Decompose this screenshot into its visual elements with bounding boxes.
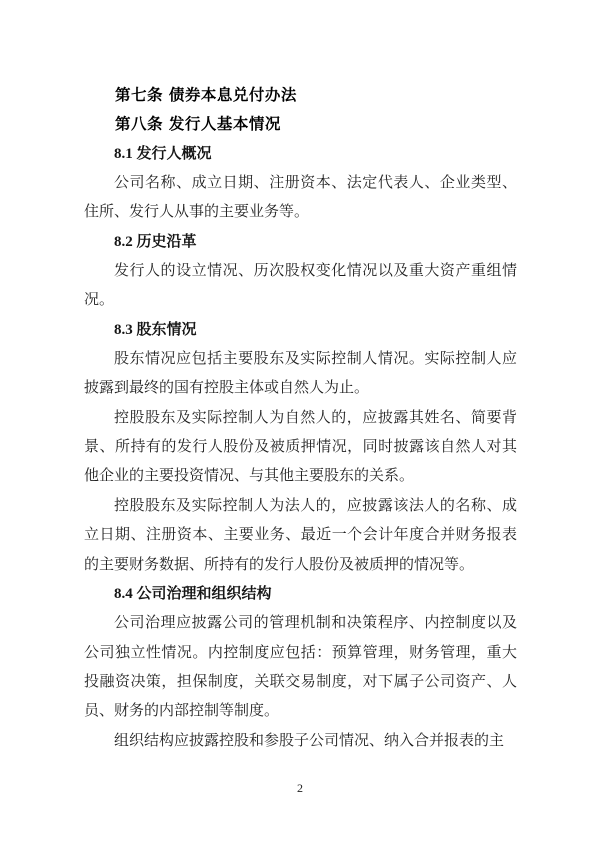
section-heading-8-4: 8.4 公司治理和组织结构 (114, 585, 272, 602)
paragraph-8-4-b: 组织结构应披露控股和参股子公司情况、纳入合并报表的主 (114, 732, 505, 749)
paragraph-8-2: 发行人的设立情况、历次股权变化情况以及重大资产重组情况。 (84, 263, 517, 309)
article-heading-7: 第七条 债券本息兑付办法 (115, 86, 297, 104)
paragraph-8-1: 公司名称、成立日期、注册资本、法定代表人、企业类型、住所、发行人从事的主要业务等。 (84, 175, 517, 221)
section-heading-8-3: 8.3 股东情况 (114, 321, 197, 338)
section-heading-8-2: 8.2 历史沿革 (114, 233, 197, 250)
page-number: 2 (297, 781, 303, 795)
paragraph-8-3-b: 控股股东及实际控制人为自然人的，应披露其姓名、简要背景、所持有的发行人股份及被质押情况，同时披露该自然人对其他企业的主要投资情况、与其他主要股东的关系。 (84, 409, 517, 485)
section-heading-8-1: 8.1 发行人概况 (114, 145, 212, 162)
paragraph-8-3-a: 股东情况应包括主要股东及实际控制人情况。实际控制人应披露到最终的国有控股主体或自然人为止。 (84, 351, 517, 397)
paragraph-8-4-a: 公司治理应披露公司的管理机制和决策程序、内控制度以及公司独立性情况。内控制度应包括：预算管理，财务管理，重大投融资决策，担保制度，关联交易制度，对下属子公司资产、人员、财务的内部控制等制度。 (84, 615, 517, 720)
document-body (84, 81, 517, 756)
article-heading-8: 第八条 发行人基本情况 (115, 115, 281, 134)
paragraph-8-3-c: 控股股东及实际控制人为法人的，应披露该法人的名称、成立日期、注册资本、主要业务、最近一个会计年度合并财务报表的主要财务数据、所持有的发行人股份及被质押的情况等。 (84, 497, 517, 573)
